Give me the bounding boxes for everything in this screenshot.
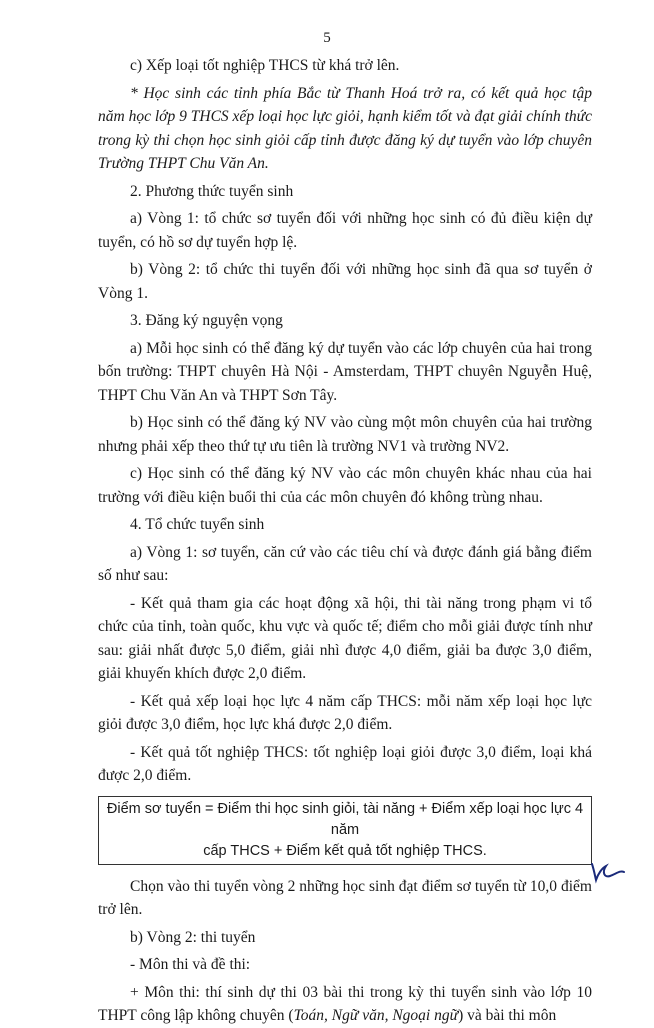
paragraph: a) Mỗi học sinh có thể đăng ký dự tuyển vào các lớp chuyên của hai trong bốn trường: THPT chuyên Hà Nội - Amsterdam, THPT chuyên Nguyễn Huệ, THPT Chu Văn An và THPT Sơn Tây. — [98, 339, 592, 404]
section-heading: 4. Tổ chức tuyển sinh — [130, 516, 265, 533]
initials-signature — [588, 856, 628, 884]
document-body — [98, 54, 592, 1028]
formula-line: cấp THCS + Điểm kết quả tốt nghiệp THCS. — [203, 842, 487, 859]
paragraph: c) Xếp loại tốt nghiệp THCS từ khá trở lên. — [130, 57, 400, 74]
paragraph: a) Vòng 1: tổ chức sơ tuyển đối với những học sinh có đủ điều kiện dự tuyển, có hồ sơ dự tuyển hợp lệ. — [98, 210, 592, 251]
section-heading: 3. Đăng ký nguyện vọng — [130, 312, 283, 329]
paragraph: Chọn vào thi tuyển vòng 2 những học sinh đạt điểm sơ tuyển từ 10,0 điểm trở lên. — [98, 877, 592, 918]
formula-box — [98, 796, 592, 865]
paragraph: a) Vòng 1: sơ tuyển, căn cứ vào các tiêu chí và được đánh giá bằng điểm số như sau: — [98, 543, 592, 584]
paragraph: - Kết quả xếp loại học lực 4 năm cấp THCS: mỗi năm xếp loại học lực giỏi được 3,0 điểm, học lực khá được 2,0 điểm. — [98, 692, 592, 733]
subject-list: Toán, Ngữ văn, Ngoại ngữ — [293, 1007, 459, 1024]
paragraph: - Môn thi và đề thi: — [130, 956, 251, 973]
page-number: 5 — [323, 30, 331, 46]
paragraph: - Kết quả tham gia các hoạt động xã hội, thi tài năng trong phạm vi tổ chức của tỉnh, toàn quốc, khu vực và quốc tế; điểm cho mỗi giải được tính như sau: giải nhất được 5,0 điểm, giải nhì được 4,0 điểm, giải ba được 3,0 điểm, giải khuyến khích được 2,0 điểm. — [98, 594, 592, 682]
note-paragraph: * Học sinh các tỉnh phía Bắc từ Thanh Hoá trở ra, có kết quả học tập năm học lớp 9 THCS xếp loại học lực giỏi, hạnh kiểm tốt và đạt giải chính thức trong kỳ thi chọn học sinh giỏi cấp tỉnh được đăng ký dự tuyển vào lớp chuyên Trường THPT Chu Văn An. — [98, 84, 592, 172]
paragraph-text: + Môn thi: thí sinh dự thi 03 bài thi trong kỳ thi tuyển sinh vào lớp 10 THPT công lập không chuyên ( — [98, 983, 592, 1024]
paragraph — [98, 981, 592, 1028]
paragraph: b) Học sinh có thể đăng ký NV vào cùng một môn chuyên của hai trường nhưng phải xếp theo thứ tự ưu tiên là trường NV1 và trường NV2. — [98, 414, 592, 455]
paragraph: c) Học sinh có thể đăng ký NV vào các môn chuyên khác nhau của hai trường với điều kiện buổi thi của các môn chuyên đó không trùng nhau. — [98, 465, 592, 506]
section-heading: 2. Phương thức tuyển sinh — [130, 182, 294, 200]
formula-line: Điểm sơ tuyển = Điểm thi học sinh giỏi, tài năng + Điểm xếp loại học lực 4 năm — [106, 800, 584, 838]
paragraph: b) Vòng 2: tổ chức thi tuyển đối với những học sinh đã qua sơ tuyển ở Vòng 1. — [98, 261, 592, 302]
section-heading: b) Vòng 2: thi tuyển — [130, 928, 256, 946]
paragraph-text: ) và bài thi môn — [458, 1007, 557, 1024]
paragraph: - Kết quả tốt nghiệp THCS: tốt nghiệp loại giỏi được 3,0 điểm, loại khá được 2,0 điểm. — [98, 743, 592, 784]
